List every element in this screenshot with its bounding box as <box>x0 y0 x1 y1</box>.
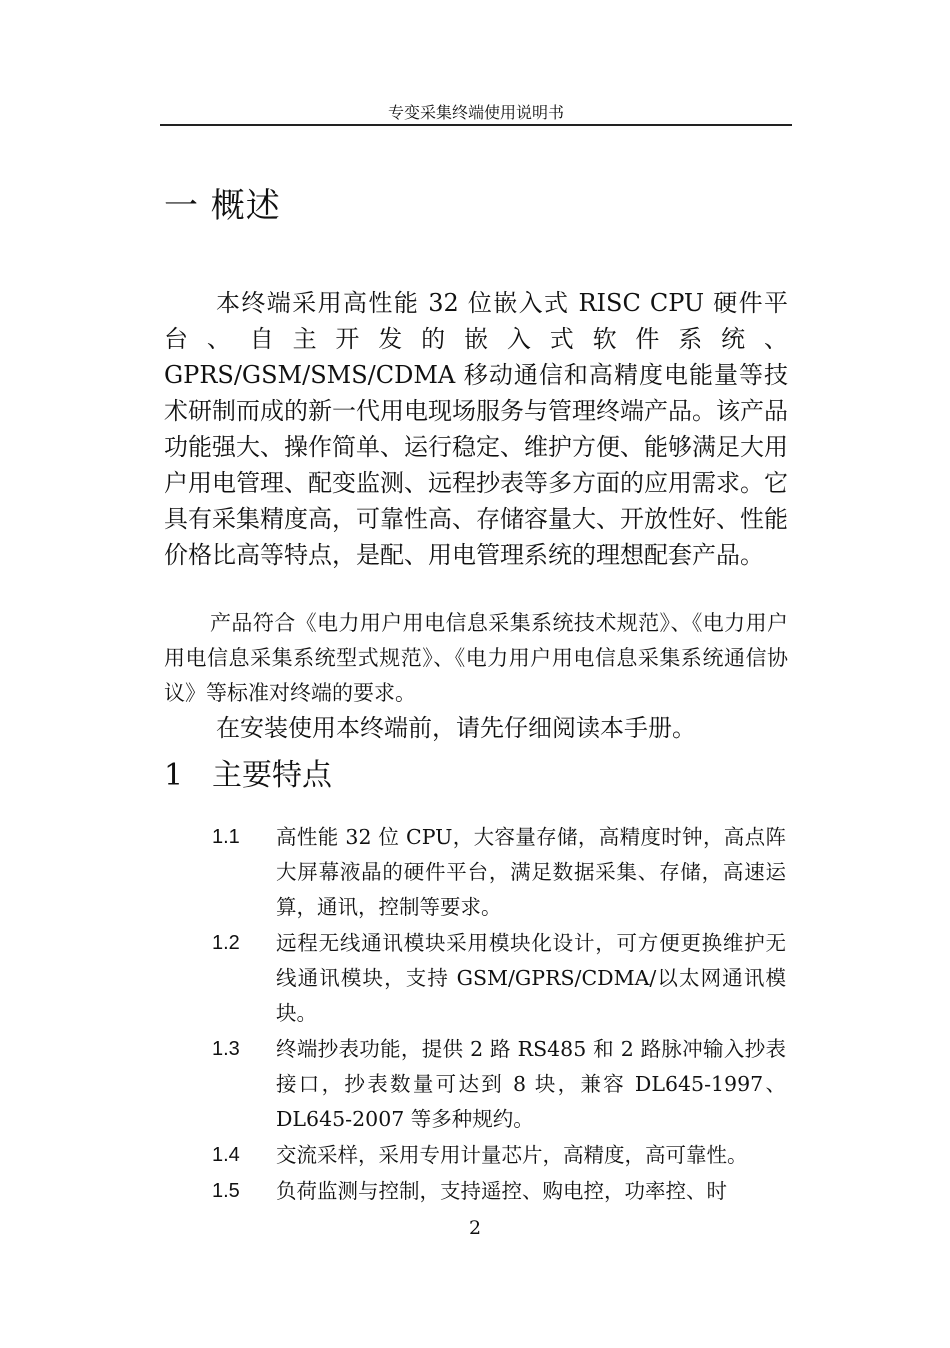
section-number: 1 <box>164 758 184 793</box>
section-heading <box>164 755 332 797</box>
running-header: 专变采集终端使用说明书 <box>387 103 564 122</box>
read-manual-paragraph: 在安装使用本终端前，请先仔细阅读本手册。 <box>216 714 696 742</box>
header-divider <box>160 124 792 126</box>
standards-paragraph: 产品符合《电力用户用电信息采集系统技术规范》、《电力用户用电信息采集系统型式规范》、《电力用户用电信息采集系统通信协议》等标准对终端的要求。 <box>164 611 788 705</box>
feature-item <box>212 820 790 925</box>
feature-text: 交流采样，采用专用计量芯片，高精度，高可靠性。 <box>276 1143 748 1167</box>
feature-number: 1.1 <box>212 826 240 848</box>
feature-number: 1.2 <box>212 932 240 954</box>
feature-item <box>212 1138 790 1173</box>
feature-text: 高性能 32 位 CPU，大容量存储，高精度时钟，高点阵大屏幕液晶的硬件平台，满足数据采集、存储，高速运算，通讯，控制等要求。 <box>276 825 786 919</box>
section-title: 主要特点 <box>212 758 332 793</box>
page-number: 2 <box>468 1217 482 1239</box>
feature-number: 1.4 <box>212 1144 240 1166</box>
intro-paragraph: 本终端采用高性能 32 位嵌入式 RISC CPU 硬件平台、自主开发的嵌入式软件系统、GPRS/GSM/SMS/CDMA 移动通信和高精度电能量等技术研制而成的新一代用电现场服务与管理终端产品。该产品功能强大、操作简单、运行稳定、维护方便、能够满足大用户用电管理、配变监测、远程抄表等多方面的应用需求。它具有采集精度高，可靠性高、存储容量大、开放性好、性能价格比高等特点，是配、用电管理系统的理想配套产品。 <box>164 289 788 569</box>
feature-text: 终端抄表功能，提供 2 路 RS485 和 2 路脉冲输入抄表接口，抄表数量可达到 8 块，兼容 DL645-1997、DL645-2007 等多种规约。 <box>276 1037 786 1131</box>
feature-number: 1.5 <box>212 1180 240 1202</box>
feature-number: 1.3 <box>212 1038 240 1060</box>
feature-item <box>212 926 790 1031</box>
chapter-title: 一 概述 <box>164 186 281 226</box>
feature-text: 负荷监测与控制，支持遥控、购电控，功率控、时 <box>276 1179 727 1203</box>
feature-text: 远程无线通讯模块采用模块化设计，可方便更换维护无线通讯模块，支持 GSM/GPRS/CDMA/以太网通讯模块。 <box>276 931 786 1025</box>
feature-item <box>212 1032 790 1137</box>
feature-item <box>212 1174 790 1209</box>
